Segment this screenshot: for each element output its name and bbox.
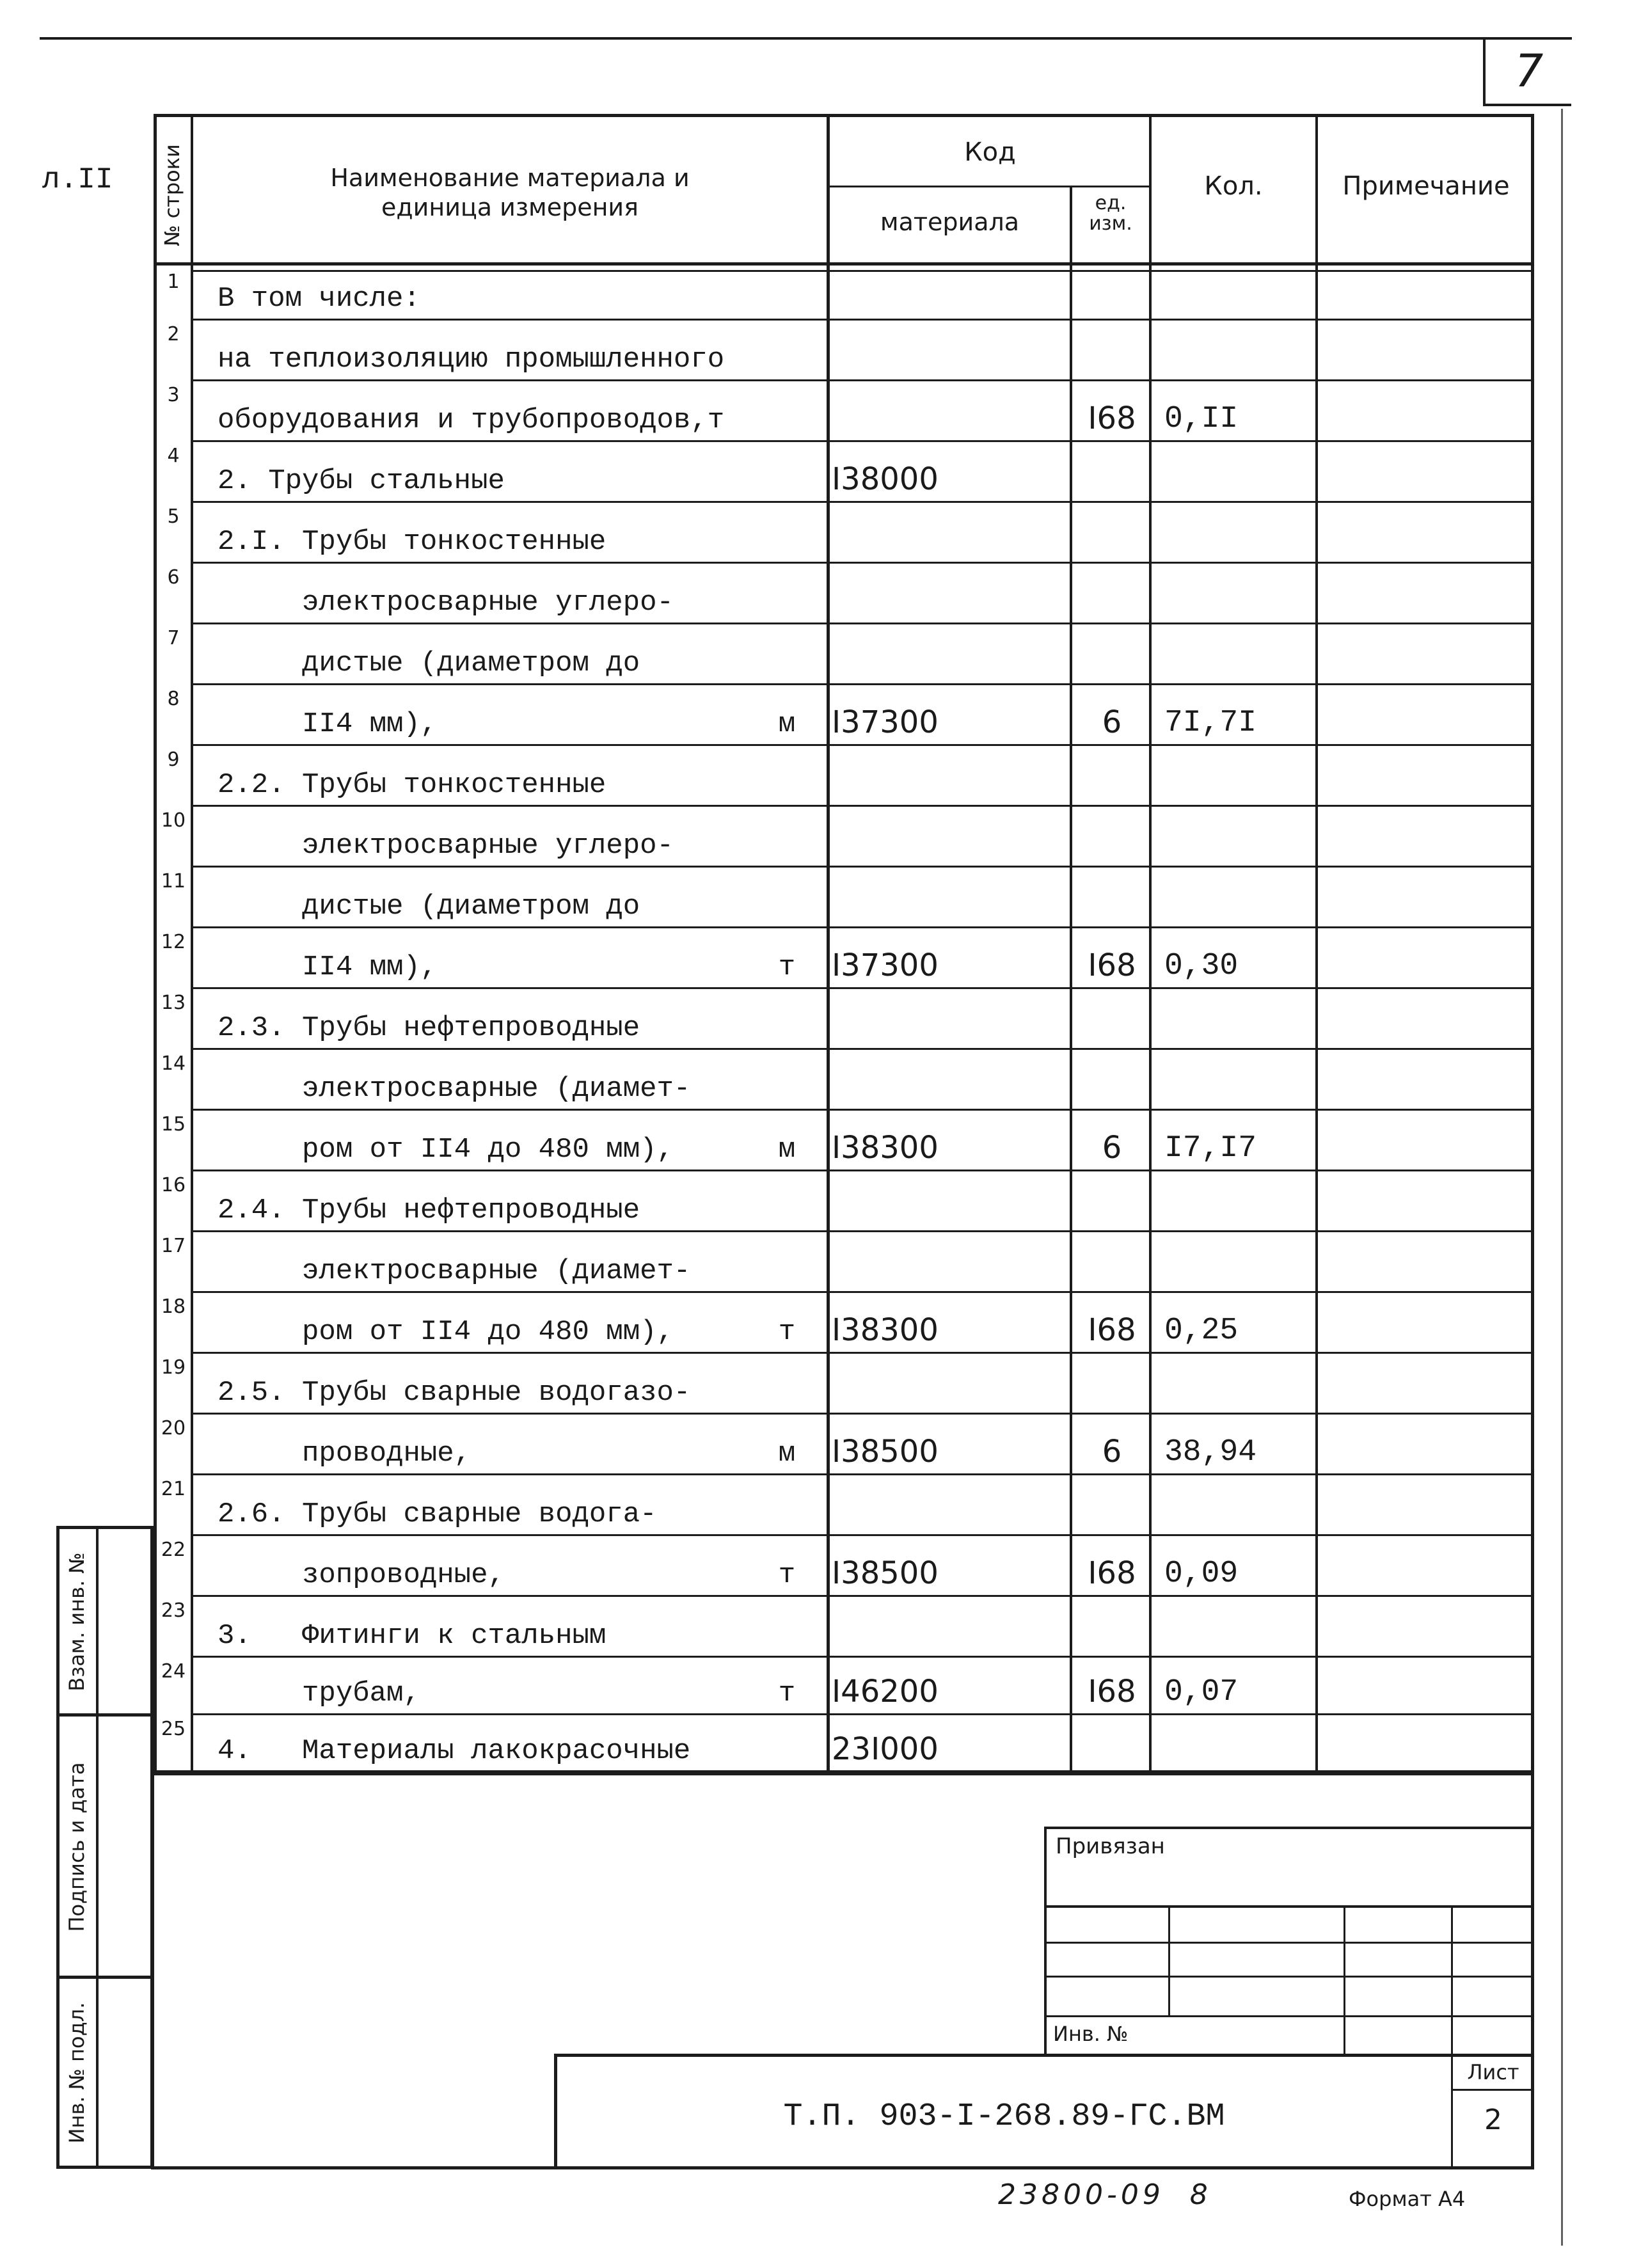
row-name: 4. Материалы лакокрасочные xyxy=(218,1735,691,1767)
row-unit-letter: м xyxy=(778,1134,796,1166)
row-unit xyxy=(1075,502,1149,563)
row-unit xyxy=(1075,320,1149,381)
row-qty xyxy=(1164,320,1305,381)
table-row xyxy=(154,988,1534,1049)
row-code xyxy=(832,1475,1062,1535)
row-name: электросварные (диамет- xyxy=(218,1255,691,1287)
row-number: 24 xyxy=(161,1660,186,1683)
table-row xyxy=(154,1232,1534,1292)
table-row xyxy=(154,1715,1534,1772)
row-unit: I68 xyxy=(1088,1555,1136,1591)
row-qty xyxy=(1164,1353,1305,1414)
row-number: 18 xyxy=(161,1295,186,1318)
row-code: I38300 xyxy=(832,1130,939,1166)
page-number: 7 xyxy=(1514,45,1544,97)
row-unit-letter xyxy=(761,867,812,928)
header-note: Примечание xyxy=(1342,171,1510,201)
table-row xyxy=(154,441,1534,502)
document-designation: Т.П. 903-I-268.89-ГС.ВМ xyxy=(783,2098,1225,2135)
row-qty xyxy=(1164,1475,1305,1535)
table-row xyxy=(154,1110,1534,1171)
row-unit-letter xyxy=(761,502,812,563)
row-unit: I68 xyxy=(1088,400,1136,436)
row-unit xyxy=(1075,1475,1149,1535)
row-qty xyxy=(1164,441,1305,502)
row-qty xyxy=(1164,563,1305,624)
header-name-line1: Наименование материала и xyxy=(330,164,690,192)
row-number: 8 xyxy=(167,687,180,710)
row-name: 2. Трубы стальные xyxy=(218,465,505,497)
row-name: электросварные углеро- xyxy=(218,587,674,619)
table-row xyxy=(154,1171,1534,1232)
table-row xyxy=(154,381,1534,441)
row-number: 6 xyxy=(167,566,180,589)
row-qty xyxy=(1164,745,1305,806)
row-unit-letter xyxy=(761,1232,812,1292)
row-qty: I7,I7 xyxy=(1164,1131,1257,1166)
row-code xyxy=(832,502,1062,563)
header-unit xyxy=(1072,193,1149,234)
sheet-label: Лист xyxy=(1467,2060,1519,2084)
header-unit-line2: изм. xyxy=(1089,212,1132,235)
row-unit-letter: т xyxy=(778,1677,796,1709)
row-code: I38000 xyxy=(832,461,939,497)
row-code xyxy=(832,745,1062,806)
row-number: 9 xyxy=(167,748,180,771)
row-name: II4 мм), xyxy=(218,951,438,983)
format-label: Формат А4 xyxy=(1349,2187,1466,2211)
header-code: Код xyxy=(964,138,1016,167)
row-number: 10 xyxy=(161,809,186,832)
header-row-no: № строки xyxy=(160,144,184,246)
table-row xyxy=(154,685,1534,745)
row-qty: 0,II xyxy=(1164,402,1239,436)
sheet-value: 2 xyxy=(1484,2104,1502,2136)
row-number: 22 xyxy=(161,1538,186,1561)
row-code xyxy=(832,624,1062,685)
stamp-orig-inv: Инв. № подл. xyxy=(65,2002,89,2144)
row-name: 2.6. Трубы сварные водога- xyxy=(218,1498,657,1530)
row-number: 4 xyxy=(167,444,180,467)
table-row xyxy=(154,1596,1534,1657)
row-code: I37300 xyxy=(832,704,939,740)
row-unit xyxy=(1075,563,1149,624)
row-unit xyxy=(1075,1171,1149,1232)
row-unit: I68 xyxy=(1088,1312,1136,1348)
header-qty: Кол. xyxy=(1204,171,1263,201)
row-unit: 6 xyxy=(1102,704,1122,740)
table-row xyxy=(154,1353,1534,1414)
row-qty xyxy=(1164,806,1305,867)
row-number: 3 xyxy=(167,383,180,406)
row-qty xyxy=(1164,1715,1305,1772)
row-number: 17 xyxy=(161,1234,186,1257)
row-number: 14 xyxy=(161,1052,186,1075)
row-code xyxy=(832,1232,1062,1292)
row-code xyxy=(832,1171,1062,1232)
row-code: I46200 xyxy=(832,1674,939,1709)
row-name: трубам, xyxy=(218,1677,420,1709)
row-unit xyxy=(1075,806,1149,867)
row-unit: I68 xyxy=(1088,948,1136,983)
row-qty xyxy=(1164,867,1305,928)
row-name: дистые (диаметром до xyxy=(218,891,640,923)
page-number-box-bottom xyxy=(1483,104,1571,106)
row-unit-letter: т xyxy=(778,1316,796,1348)
row-code xyxy=(832,1049,1062,1110)
table-row xyxy=(154,1049,1534,1110)
row-code xyxy=(832,1596,1062,1657)
row-name: II4 мм), xyxy=(218,708,438,740)
row-name: 3. Фитинги к стальным xyxy=(218,1620,606,1652)
table-row xyxy=(154,806,1534,867)
inv-no-label: Инв. № xyxy=(1053,2022,1129,2046)
row-unit xyxy=(1075,1049,1149,1110)
row-unit-letter xyxy=(761,745,812,806)
row-unit-letter xyxy=(761,1171,812,1232)
table-row xyxy=(154,867,1534,928)
row-name: проводные, xyxy=(218,1438,472,1470)
bound-label: Привязан xyxy=(1056,1834,1165,1859)
row-unit-letter xyxy=(761,624,812,685)
table-row xyxy=(154,1414,1534,1475)
row-unit xyxy=(1075,867,1149,928)
row-unit xyxy=(1075,441,1149,502)
archive-number: 23800-09 8 xyxy=(998,2178,1212,2211)
row-unit-letter: м xyxy=(778,1438,796,1470)
row-number: 12 xyxy=(161,930,186,953)
row-code: I38300 xyxy=(832,1312,939,1348)
row-unit xyxy=(1075,1232,1149,1292)
row-unit-letter xyxy=(761,441,812,502)
row-code xyxy=(832,988,1062,1049)
row-number: 2 xyxy=(167,322,180,345)
row-unit: 6 xyxy=(1102,1130,1122,1166)
row-code xyxy=(832,267,1062,320)
row-number: 21 xyxy=(161,1477,186,1500)
row-code: I38500 xyxy=(832,1555,939,1591)
row-code: I38500 xyxy=(832,1434,939,1470)
table-row xyxy=(154,320,1534,381)
row-number: 15 xyxy=(161,1113,186,1136)
table-row xyxy=(154,1657,1534,1715)
row-name: 2.4. Трубы нефтепроводные xyxy=(218,1194,640,1226)
row-unit xyxy=(1075,267,1149,320)
row-number: 20 xyxy=(161,1416,186,1439)
row-unit-letter: м xyxy=(778,708,796,740)
row-code xyxy=(832,381,1062,441)
row-unit-letter: т xyxy=(778,1559,796,1591)
row-unit xyxy=(1075,1715,1149,1772)
row-name: зопроводные, xyxy=(218,1559,505,1591)
row-unit-letter xyxy=(761,1353,812,1414)
table-row xyxy=(154,1292,1534,1353)
table-row xyxy=(154,624,1534,685)
row-code xyxy=(832,320,1062,381)
row-code: 23I000 xyxy=(832,1731,939,1767)
table-row xyxy=(154,745,1534,806)
row-number: 25 xyxy=(161,1717,186,1740)
row-unit xyxy=(1075,624,1149,685)
row-name: электросварные (диамет- xyxy=(218,1073,691,1105)
header-name xyxy=(193,163,827,222)
row-unit: I68 xyxy=(1088,1674,1136,1709)
row-name: ром от II4 до 480 мм), xyxy=(218,1316,674,1348)
row-qty xyxy=(1164,1049,1305,1110)
row-qty xyxy=(1164,502,1305,563)
row-unit-letter xyxy=(761,320,812,381)
row-code xyxy=(832,563,1062,624)
row-name: 2.5. Трубы сварные водогазо- xyxy=(218,1377,691,1409)
page-number-box-left xyxy=(1483,37,1486,106)
row-unit xyxy=(1075,988,1149,1049)
row-qty: 0,25 xyxy=(1164,1313,1239,1348)
row-number: 1 xyxy=(167,270,180,293)
row-code xyxy=(832,1353,1062,1414)
row-name: оборудования и трубопроводов,т xyxy=(218,404,725,436)
header-code-material: материала xyxy=(880,208,1020,236)
row-number: 11 xyxy=(161,869,186,892)
header-unit-line1: ед. xyxy=(1095,192,1127,214)
row-qty: 0,30 xyxy=(1164,949,1239,983)
row-unit xyxy=(1075,1353,1149,1414)
row-number: 5 xyxy=(167,505,180,528)
row-qty xyxy=(1164,1232,1305,1292)
row-name: дистые (диаметром до xyxy=(218,647,640,679)
row-code xyxy=(832,867,1062,928)
row-name: 2.2. Трубы тонкостенные xyxy=(218,769,606,801)
stamp-replace-inv: Взам. инв. № xyxy=(65,1552,89,1692)
lower-frame-left xyxy=(151,1772,154,2169)
row-unit-letter xyxy=(761,1475,812,1535)
table-row xyxy=(154,928,1534,988)
row-unit-letter xyxy=(761,563,812,624)
sheet-ref: л.II xyxy=(42,163,113,196)
row-unit-letter xyxy=(761,267,812,320)
table-row xyxy=(154,502,1534,563)
row-name: В том числе: xyxy=(218,283,420,315)
row-name: на теплоизоляцию промышленного xyxy=(218,344,725,376)
header-rule xyxy=(154,262,1534,266)
row-unit-letter xyxy=(761,1715,812,1772)
header-name-line2: единица измерения xyxy=(381,193,638,221)
row-name: ром от II4 до 480 мм), xyxy=(218,1134,674,1166)
stamp-sign-date: Подпись и дата xyxy=(65,1762,89,1932)
row-number: 7 xyxy=(167,626,180,649)
row-qty xyxy=(1164,988,1305,1049)
row-unit: 6 xyxy=(1102,1434,1122,1470)
row-unit-letter xyxy=(761,381,812,441)
row-unit xyxy=(1075,1596,1149,1657)
row-qty xyxy=(1164,267,1305,320)
right-edge-trace xyxy=(1561,109,1563,2246)
top-rule xyxy=(40,37,1572,40)
row-unit-letter xyxy=(761,988,812,1049)
row-qty: 7I,7I xyxy=(1164,706,1257,740)
row-qty xyxy=(1164,1171,1305,1232)
row-unit-letter xyxy=(761,806,812,867)
row-number: 23 xyxy=(161,1599,186,1622)
row-name: 2.3. Трубы нефтепроводные xyxy=(218,1012,640,1044)
row-qty xyxy=(1164,624,1305,685)
table-row xyxy=(154,563,1534,624)
row-qty xyxy=(1164,1596,1305,1657)
row-number: 16 xyxy=(161,1173,186,1196)
row-name: 2.I. Трубы тонкостенные xyxy=(218,526,606,558)
row-code xyxy=(832,806,1062,867)
row-qty: 0,09 xyxy=(1164,1557,1239,1591)
row-unit-letter xyxy=(761,1596,812,1657)
row-qty: 38,94 xyxy=(1164,1435,1257,1470)
table-row xyxy=(154,1475,1534,1535)
row-unit-letter: т xyxy=(778,951,796,983)
row-unit xyxy=(1075,745,1149,806)
row-code: I37300 xyxy=(832,948,939,983)
row-qty: 0,07 xyxy=(1164,1675,1239,1709)
row-unit-letter xyxy=(761,1049,812,1110)
table-row xyxy=(154,1535,1534,1596)
row-number: 19 xyxy=(161,1356,186,1379)
table-body-bottom xyxy=(154,1772,1534,1775)
row-name: электросварные углеро- xyxy=(218,830,674,862)
row-number: 13 xyxy=(161,991,186,1014)
table-row xyxy=(154,267,1534,320)
